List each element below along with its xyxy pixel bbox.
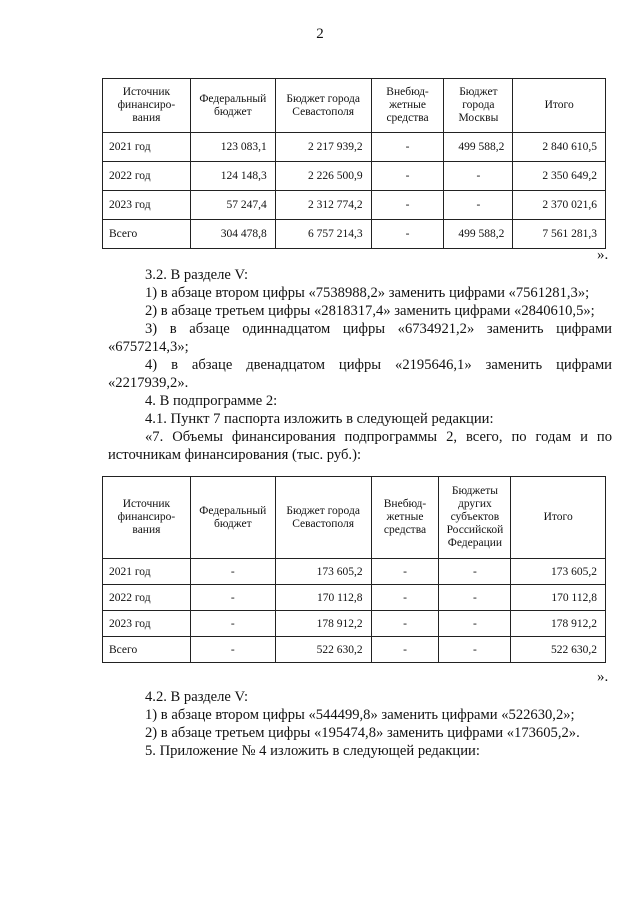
cell-year: Всего [103, 220, 191, 249]
cell-year: Всего [103, 637, 191, 663]
section-4-2-item-1: 1) в абзаце втором цифры «544499,8» заменить цифрами «522630,2»; [145, 707, 575, 723]
cell-federal: 304 478,8 [190, 220, 275, 249]
cell-other-subjects: - [439, 611, 511, 637]
cell-year: 2023 год [103, 191, 191, 220]
cell-year: 2021 год [103, 559, 191, 585]
section-3-2-heading: 3.2. В разделе V: [145, 267, 249, 283]
table-row-total [103, 637, 606, 663]
header-federal: Федеральный бюджет [190, 79, 275, 133]
section-3-2-item-4: 4) в абзаце двенадцатом цифры «2195646,1» заменить цифрами «2217939,2». [108, 357, 612, 391]
section-3-2-item-3: 3) в абзаце одиннадцатом цифры «6734921,2» заменить цифрами «6757214,3»; [108, 321, 612, 355]
cell-sevastopol: 170 112,8 [275, 585, 371, 611]
cell-extrabudget: - [371, 220, 444, 249]
cell-sevastopol: 173 605,2 [275, 559, 371, 585]
cell-federal: 124 148,3 [190, 162, 275, 191]
header-source: Источник финансиро-вания [103, 477, 191, 559]
header-total: Итого [511, 477, 606, 559]
table-row [103, 191, 606, 220]
cell-federal: 123 083,1 [190, 133, 275, 162]
header-sevastopol: Бюджет города Севастополя [275, 477, 371, 559]
cell-year: 2022 год [103, 585, 191, 611]
cell-sevastopol: 522 630,2 [275, 637, 371, 663]
cell-total: 522 630,2 [511, 637, 606, 663]
cell-extrabudget: - [371, 559, 439, 585]
cell-other-subjects: - [439, 637, 511, 663]
header-total: Итого [513, 79, 606, 133]
header-extrabudget: Внебюд-жетные средства [371, 477, 439, 559]
section-3-2-item-1: 1) в абзаце втором цифры «7538988,2» заменить цифрами «7561281,3»; [145, 285, 590, 301]
cell-sevastopol: 2 217 939,2 [275, 133, 371, 162]
cell-other-subjects: - [439, 585, 511, 611]
cell-moscow: - [444, 191, 513, 220]
table-row-total [103, 220, 606, 249]
page-number: 2 [316, 26, 324, 42]
cell-moscow: - [444, 162, 513, 191]
cell-federal: - [190, 585, 275, 611]
cell-other-subjects: - [439, 559, 511, 585]
section-3-2-item-2: 2) в абзаце третьем цифры «2818317,4» заменить цифрами «2840610,5»; [145, 303, 595, 319]
table-row [103, 162, 606, 191]
section-4-2 [108, 688, 612, 760]
cell-sevastopol: 2 312 774,2 [275, 191, 371, 220]
cell-extrabudget: - [371, 133, 444, 162]
cell-total: 178 912,2 [511, 611, 606, 637]
header-other-subjects: Бюджеты других субъектов Российской Федерации [439, 477, 511, 559]
quote-close-2: ». [597, 669, 609, 685]
cell-extrabudget: - [371, 611, 439, 637]
cell-total: 2 370 021,6 [513, 191, 606, 220]
section-4-1: 4.1. Пункт 7 паспорта изложить в следующей редакции: [145, 411, 494, 427]
table-row [103, 611, 606, 637]
cell-moscow: 499 588,2 [444, 220, 513, 249]
table-header-row [103, 477, 606, 559]
table-header-row [103, 79, 606, 133]
financing-table-2 [102, 476, 606, 663]
cell-year: 2021 год [103, 133, 191, 162]
header-federal: Федеральный бюджет [190, 477, 275, 559]
cell-total: 170 112,8 [511, 585, 606, 611]
section-4-2-heading: 4.2. В разделе V: [145, 689, 249, 705]
quote-close-1: ». [597, 247, 609, 263]
header-moscow: Бюджет города Москвы [444, 79, 513, 133]
item-5: 5. Приложение № 4 изложить в следующей редакции: [145, 743, 480, 759]
cell-extrabudget: - [371, 162, 444, 191]
cell-total: 2 840 610,5 [513, 133, 606, 162]
header-extrabudget: Внебюд-жетные средства [371, 79, 444, 133]
cell-extrabudget: - [371, 637, 439, 663]
cell-year: 2023 год [103, 611, 191, 637]
table-row [103, 133, 606, 162]
cell-sevastopol: 2 226 500,9 [275, 162, 371, 191]
cell-extrabudget: - [371, 191, 444, 220]
header-source: Источник финансиро-вания [103, 79, 191, 133]
table-row [103, 585, 606, 611]
cell-federal: - [190, 637, 275, 663]
cell-federal: 57 247,4 [190, 191, 275, 220]
table-row [103, 559, 606, 585]
financing-table-1 [102, 78, 606, 249]
cell-sevastopol: 178 912,2 [275, 611, 371, 637]
cell-year: 2022 год [103, 162, 191, 191]
cell-federal: - [190, 611, 275, 637]
cell-total: 2 350 649,2 [513, 162, 606, 191]
cell-extrabudget: - [371, 585, 439, 611]
cell-federal: - [190, 559, 275, 585]
cell-total: 7 561 281,3 [513, 220, 606, 249]
header-sevastopol: Бюджет города Севастополя [275, 79, 371, 133]
cell-moscow: 499 588,2 [444, 133, 513, 162]
cell-total: 173 605,2 [511, 559, 606, 585]
cell-sevastopol: 6 757 214,3 [275, 220, 371, 249]
section-4-quote: «7. Объемы финансирования подпрограммы 2, всего, по годам и по источникам финансирования (тыс. руб.): [108, 429, 612, 463]
section-4-heading: 4. В подпрограмме 2: [145, 393, 278, 409]
section-4-2-item-2: 2) в абзаце третьем цифры «195474,8» заменить цифрами «173605,2». [145, 725, 580, 741]
section-3-2 [108, 266, 612, 464]
